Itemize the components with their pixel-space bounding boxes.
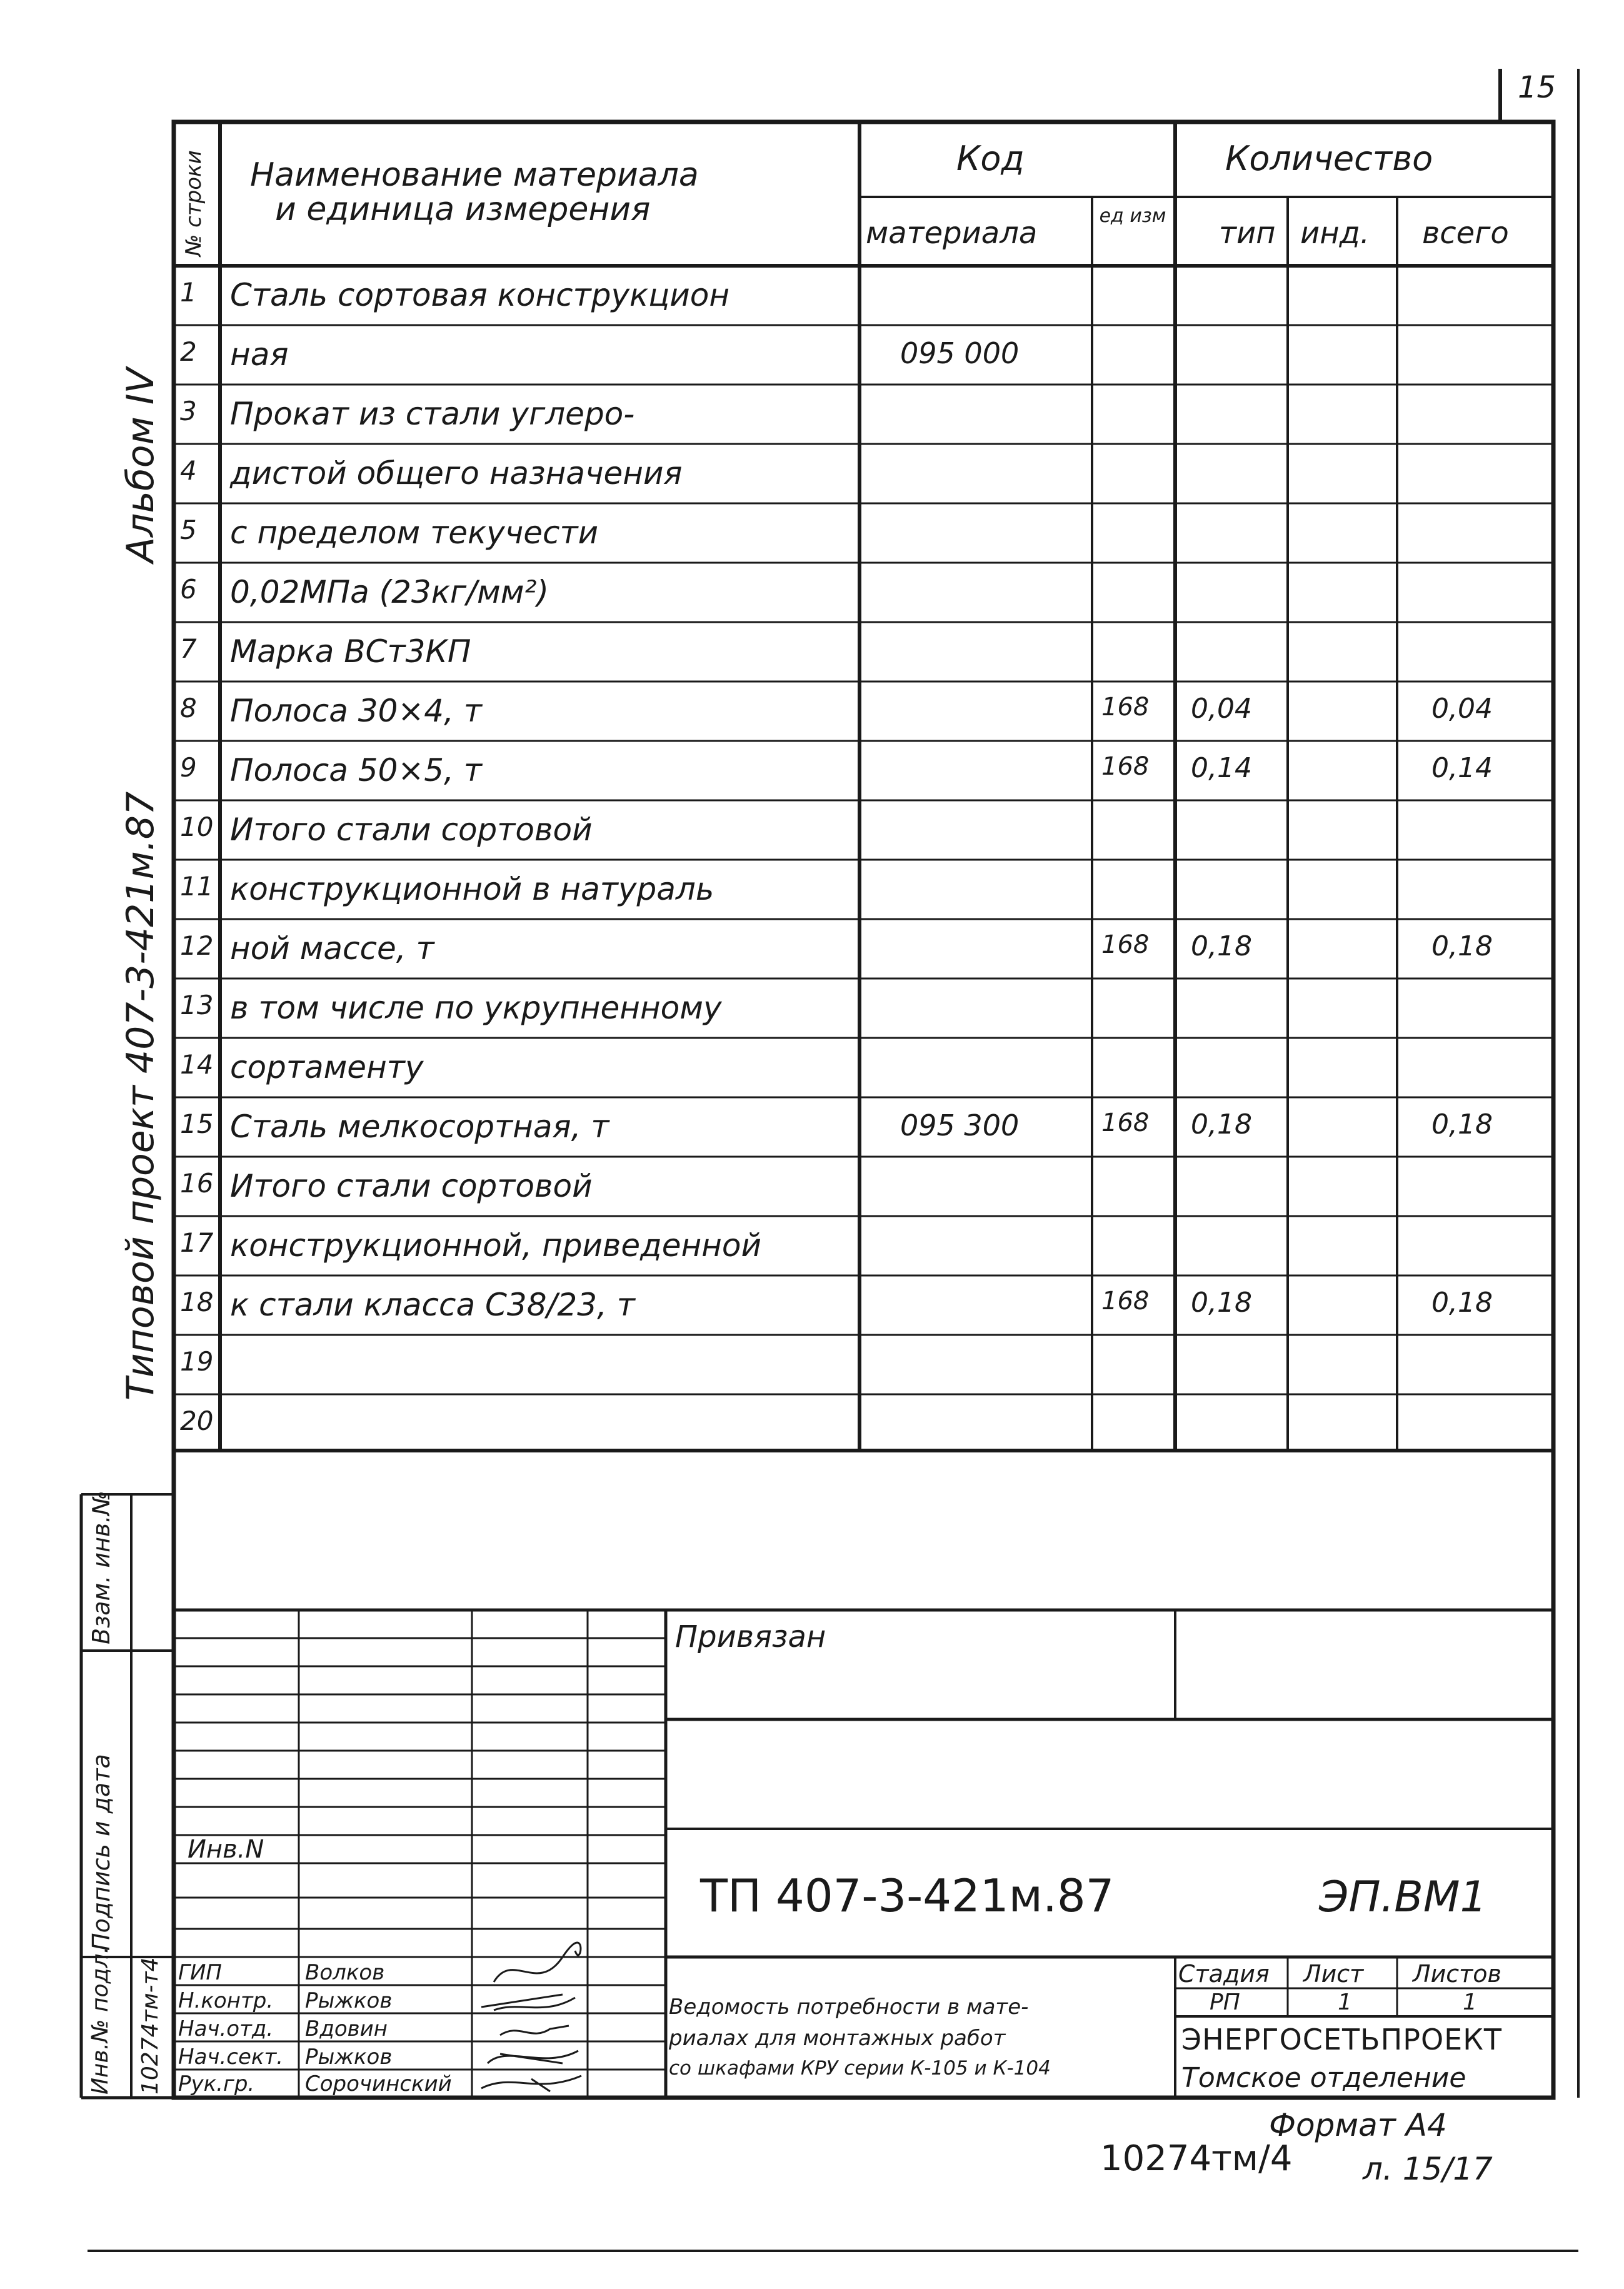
material-name: в том числе по укрупненному (230, 990, 722, 1026)
material-name: конструкционной, приведенной (230, 1227, 761, 1264)
stage-value: РП (1210, 1990, 1240, 2015)
signature-name: Рыжков (305, 2045, 393, 2070)
qty-total: 0,18 (1431, 1287, 1493, 1319)
qty-total: 0,18 (1431, 930, 1493, 962)
margin-podpis-data: Подпись и дата (88, 1754, 115, 1951)
material-code: 095 000 (900, 336, 1020, 370)
material-name: сортаменту (230, 1049, 424, 1085)
signature-name: Волков (305, 1960, 385, 1985)
material-name: Полоса 30×4, т (230, 693, 483, 729)
row-number: 13 (180, 990, 214, 1020)
qty-total: 0,04 (1431, 693, 1493, 725)
material-name: Марка ВСт3КП (230, 633, 471, 670)
org-name: ЭНЕРГОСЕТЬПРОЕКТ (1181, 2023, 1502, 2056)
header-qty-total: всего (1422, 216, 1509, 251)
unit-code: 168 (1101, 930, 1150, 959)
signature-name: Рыжков (305, 1988, 393, 2013)
row-number: 10 (180, 812, 214, 842)
row-number: 20 (180, 1406, 214, 1436)
header-code: Код (956, 139, 1025, 178)
inv-n-label: Инв.N (188, 1835, 264, 1864)
signature-role: Н.контр. (178, 1988, 274, 2013)
unit-code: 168 (1101, 1287, 1150, 1316)
material-name: дистой общего назначения (230, 455, 683, 491)
row-number: 8 (180, 693, 197, 723)
signature-name: Вдовин (305, 2016, 388, 2041)
signature-role: Рук.гр. (178, 2071, 255, 2096)
sheet-reference: л. 15/17 (1363, 2151, 1493, 2187)
margin-vzam-inv: Взам. инв.№ (88, 1491, 115, 1644)
row-number: 14 (180, 1049, 214, 1080)
row-number: 19 (180, 1346, 214, 1377)
qty-type: 0,18 (1191, 930, 1252, 962)
row-number: 6 (180, 574, 197, 605)
header-qty-ind: инд. (1300, 216, 1370, 251)
unit-code: 168 (1101, 693, 1150, 722)
row-number: 2 (180, 336, 197, 367)
material-name: Полоса 50×5, т (230, 752, 483, 788)
header-row-number: № строки (181, 150, 206, 256)
doc-code: ТП 407-3-421м.87 (700, 1869, 1115, 1922)
material-name: ной массе, т (230, 930, 434, 967)
qty-total: 0,18 (1431, 1109, 1493, 1140)
margin-inv-podl: Инв.№ подл. (88, 1946, 113, 2095)
row-number: 7 (180, 633, 197, 664)
row-number: 3 (180, 396, 197, 426)
row-number: 5 (180, 515, 197, 545)
row-number: 18 (180, 1287, 214, 1317)
row-number: 17 (180, 1227, 214, 1258)
unit-code: 168 (1101, 752, 1150, 781)
side-label-project: Типовой проект 407-3-421м.87 (119, 791, 163, 1401)
row-number: 11 (180, 871, 214, 902)
margin-inv-value: 10274тм-т4 (138, 1957, 163, 2095)
sheets-label: Листов (1413, 1960, 1501, 1988)
material-name: Прокат из стали углеро- (230, 396, 635, 432)
material-code: 095 300 (900, 1109, 1020, 1142)
qty-type: 0,04 (1191, 693, 1252, 725)
material-name: Итого стали сортовой (230, 1168, 593, 1204)
stage-label: Стадия (1178, 1960, 1270, 1988)
material-name: Сталь сортовая конструкцион (230, 277, 730, 313)
row-number: 16 (180, 1168, 214, 1199)
description-line-1: Ведомость потребности в мате- (669, 1995, 1029, 2020)
sheet-label: Лист (1303, 1960, 1364, 1988)
row-number: 15 (180, 1109, 214, 1139)
signature-role: Нач.сект. (178, 2045, 284, 2070)
page-number: 15 (1518, 70, 1556, 105)
header-qty-type: тип (1219, 216, 1276, 251)
header-name-line2: и единица измерения (275, 191, 651, 228)
material-name: к стали класса С38/23, т (230, 1287, 635, 1323)
material-name: с пределом текучести (230, 515, 599, 551)
header-code-material: материала (866, 216, 1038, 251)
material-name: конструкционной в натураль (230, 871, 714, 907)
description-line-2: риалах для монтажных работ (669, 2026, 1006, 2051)
signature-role: Нач.отд. (178, 2016, 274, 2041)
material-name: Сталь мелкосортная, т (230, 1109, 609, 1145)
signature-role: ГИП (178, 1960, 222, 1985)
unit-code: 168 (1101, 1109, 1150, 1137)
qty-type: 0,18 (1191, 1287, 1252, 1319)
row-number: 9 (180, 752, 197, 783)
qty-total: 0,14 (1431, 752, 1493, 784)
description-line-3: со шкафами КРУ серии К-105 и К-104 (669, 2057, 1051, 2080)
sheet-code: ЭП.ВМ1 (1319, 1873, 1487, 1922)
row-number: 1 (180, 277, 197, 308)
format-label: Формат А4 (1269, 2107, 1447, 2143)
header-code-unit: ед изм (1099, 205, 1166, 227)
qty-type: 0,18 (1191, 1109, 1252, 1140)
archive-number: 10274тм/4 (1100, 2138, 1293, 2179)
signature-name: Сорочинский (305, 2071, 452, 2096)
material-name: 0,02МПа (23кг/мм²) (230, 574, 549, 610)
header-quantity: Количество (1225, 139, 1433, 178)
row-number: 4 (180, 455, 197, 486)
org-dept: Томское отделение (1181, 2062, 1466, 2094)
side-label-album: Альбом IV (119, 368, 163, 563)
material-name: ная (230, 336, 289, 373)
header-name-line1: Наименование материала (250, 156, 699, 194)
row-number: 12 (180, 930, 214, 961)
material-name: Итого стали сортовой (230, 812, 593, 848)
privyazan-label: Привязан (675, 1619, 826, 1654)
sheets-value: 1 (1463, 1990, 1477, 2015)
qty-type: 0,14 (1191, 752, 1252, 784)
sheet-value: 1 (1338, 1990, 1352, 2015)
